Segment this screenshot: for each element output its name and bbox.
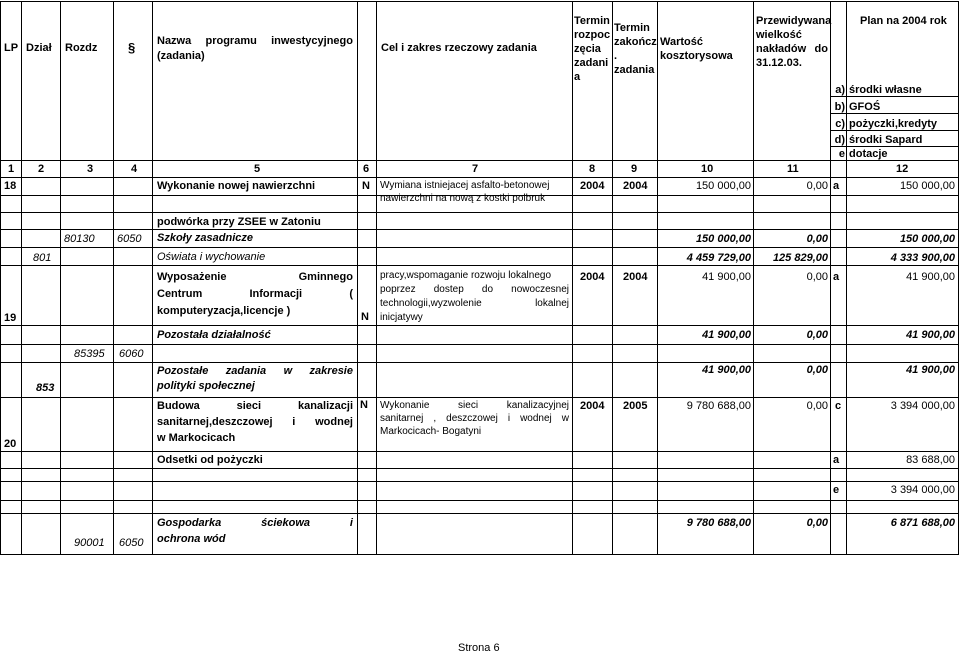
row-value: 9 780 688,00 bbox=[686, 400, 751, 412]
row-dzial: 801 bbox=[33, 252, 52, 264]
legend-key: d) bbox=[834, 134, 845, 146]
row-name: komputeryzacja,licencje ) bbox=[157, 305, 291, 317]
col-number: 12 bbox=[896, 163, 909, 175]
row-name: Pozostała działalność bbox=[157, 329, 271, 341]
row-value: 9 780 688,00 bbox=[686, 517, 751, 529]
grid-line bbox=[572, 1, 573, 554]
row-value: 150 000,00 bbox=[695, 180, 751, 192]
grid-line bbox=[0, 160, 959, 161]
row-lp: 18 bbox=[4, 180, 17, 192]
row-paragraph: 6050 bbox=[117, 233, 142, 245]
row-new-flag: N bbox=[360, 399, 368, 411]
header-przew-1: Przewidywana bbox=[756, 15, 832, 27]
header-termin-zak-3: . bbox=[614, 50, 618, 62]
header-dzial: Dział bbox=[26, 42, 52, 54]
row-name: sanitarnej,deszczowej i wodnej bbox=[157, 416, 353, 428]
grid-line bbox=[0, 1, 1, 554]
row-prior: 125 829,00 bbox=[772, 252, 828, 264]
grid-line bbox=[357, 1, 358, 554]
col-number: 6 bbox=[363, 163, 370, 175]
col-number: 11 bbox=[787, 163, 799, 175]
grid-line bbox=[0, 362, 959, 363]
grid-line bbox=[0, 554, 959, 555]
header-wartosc-1: Wartość bbox=[660, 36, 703, 48]
row-paragraph: 6060 bbox=[119, 348, 144, 360]
header-przew-3: nakładów do bbox=[756, 43, 828, 55]
row-plan: 83 688,00 bbox=[906, 454, 955, 466]
grid-line bbox=[0, 325, 959, 326]
col-number: 5 bbox=[254, 163, 261, 175]
header-termin-zak-2: zakończ bbox=[614, 36, 657, 48]
header-termin-rozp-4: zadani bbox=[574, 57, 609, 69]
row-value: 41 900,00 bbox=[702, 364, 751, 376]
row-start: 2004 bbox=[580, 400, 605, 412]
legend-label: środki Sapard bbox=[849, 134, 923, 146]
row-end: 2005 bbox=[623, 400, 648, 412]
row-prior: 0,00 bbox=[806, 233, 828, 245]
row-cel: nawierzchni na nową z kostki polbruk bbox=[380, 193, 546, 204]
row-name: w Markocicach bbox=[157, 432, 236, 444]
row-name: Wykonanie nowej nawierzchni bbox=[157, 180, 316, 192]
col-number: 10 bbox=[701, 163, 714, 175]
row-prior: 0,00 bbox=[806, 517, 828, 529]
page-number: Strona 6 bbox=[458, 642, 500, 654]
row-new-flag: N bbox=[361, 311, 369, 323]
row-plan: 41 900,00 bbox=[906, 271, 955, 283]
grid-line bbox=[0, 212, 959, 213]
row-source: a bbox=[833, 271, 840, 283]
row-prior: 0,00 bbox=[806, 400, 828, 412]
row-rozdz: 80130 bbox=[64, 233, 95, 245]
header-termin-rozp-1: Termin bbox=[574, 15, 610, 27]
row-paragraph: 6050 bbox=[119, 537, 144, 549]
row-end: 2004 bbox=[623, 271, 648, 283]
row-name: Szkoły zasadnicze bbox=[157, 232, 253, 244]
row-dzial: 853 bbox=[36, 382, 55, 394]
row-cel: poprzez dostep do nowoczesnej bbox=[380, 284, 569, 295]
header-wartosc-2: kosztorysowa bbox=[660, 50, 733, 62]
header-termin-zak-1: Termin bbox=[614, 22, 650, 34]
row-source: a bbox=[833, 454, 840, 466]
row-name: Odsetki od pożyczki bbox=[157, 454, 263, 466]
grid-line bbox=[376, 1, 377, 554]
grid-line bbox=[846, 1, 847, 554]
row-cel: pracy,wspomaganie rozwoju lokalnego bbox=[380, 270, 552, 281]
row-name: ochrona wód bbox=[157, 533, 226, 545]
grid-line bbox=[612, 1, 613, 554]
row-name: Gospodarka ściekowa i bbox=[157, 517, 353, 529]
row-name: Wyposażenie Gminnego bbox=[157, 271, 353, 283]
grid-line bbox=[0, 451, 959, 452]
row-cel: Markocicach- Bogatyni bbox=[380, 426, 482, 437]
row-rozdz: 85395 bbox=[74, 348, 105, 360]
grid-line bbox=[21, 1, 22, 554]
row-cel: Wymiana istniejacej asfalto-betonowej bbox=[380, 180, 550, 191]
col-number: 8 bbox=[589, 163, 596, 175]
grid-line bbox=[0, 1, 959, 2]
legend-key: a) bbox=[835, 84, 845, 96]
col-number: 4 bbox=[131, 163, 138, 175]
legend-label: pożyczki,kredyty bbox=[849, 118, 938, 130]
legend-label: środki własne bbox=[849, 84, 922, 96]
row-name: Oświata i wychowanie bbox=[157, 251, 266, 263]
row-name: Pozostałe zadania w zakresie bbox=[157, 365, 353, 377]
header-termin-rozp-2: rozpoc bbox=[574, 29, 611, 41]
legend-label: dotacje bbox=[849, 148, 888, 160]
row-prior: 0,00 bbox=[806, 271, 828, 283]
grid-line bbox=[753, 1, 754, 554]
row-value: 150 000,00 bbox=[695, 233, 751, 245]
row-cel: inicjatywy bbox=[380, 312, 423, 323]
row-start: 2004 bbox=[580, 271, 605, 283]
grid-line bbox=[0, 481, 959, 482]
row-value: 41 900,00 bbox=[702, 271, 751, 283]
row-source: c bbox=[835, 400, 842, 412]
row-new-flag: N bbox=[362, 180, 370, 192]
header-przew-4: 31.12.03. bbox=[756, 57, 802, 69]
row-plan: 4 333 900,00 bbox=[890, 252, 955, 264]
grid-line bbox=[113, 1, 114, 554]
grid-line bbox=[0, 344, 959, 345]
row-end: 2004 bbox=[623, 180, 648, 192]
row-plan: 150 000,00 bbox=[899, 233, 955, 245]
row-cel: sanitarnej , deszczowej i wodnej w bbox=[380, 413, 569, 424]
header-nazwa-line1: Nazwa programu inwestycyjnego bbox=[157, 35, 353, 47]
grid-line bbox=[152, 1, 153, 554]
row-plan: 3 394 000,00 bbox=[890, 400, 955, 412]
legend-key: b) bbox=[834, 101, 845, 113]
row-start: 2004 bbox=[580, 180, 605, 192]
grid-line bbox=[0, 247, 959, 248]
row-plan: 150 000,00 bbox=[899, 180, 955, 192]
col-number: 7 bbox=[472, 163, 479, 175]
row-prior: 0,00 bbox=[806, 329, 828, 341]
row-name: polityki społecznej bbox=[157, 380, 255, 392]
header-paragraph: § bbox=[128, 40, 136, 55]
grid-line bbox=[0, 468, 959, 469]
col-number: 1 bbox=[8, 163, 15, 175]
row-plan: 3 394 000,00 bbox=[890, 484, 955, 496]
row-prior: 0,00 bbox=[806, 180, 828, 192]
row-rozdz: 90001 bbox=[74, 537, 105, 549]
header-rozdz: Rozdz bbox=[65, 42, 98, 54]
header-termin-rozp-3: zęcia bbox=[574, 43, 601, 55]
grid-line bbox=[0, 229, 959, 230]
grid-line bbox=[657, 1, 658, 554]
row-plan: 6 871 688,00 bbox=[890, 517, 955, 529]
row-name: Budowa sieci kanalizacji bbox=[157, 400, 353, 412]
legend-key: c) bbox=[835, 118, 845, 130]
row-value: 4 459 729,00 bbox=[686, 252, 751, 264]
grid-line bbox=[0, 265, 959, 266]
grid-line bbox=[60, 1, 61, 554]
row-name: Centrum Informacji ( bbox=[157, 288, 353, 300]
header-termin-zak-4: zadania bbox=[614, 64, 655, 76]
col-number: 2 bbox=[38, 163, 45, 175]
legend-key: e bbox=[838, 148, 845, 160]
header-lp: LP bbox=[4, 42, 19, 54]
header-termin-rozp-5: a bbox=[574, 71, 581, 83]
row-prior: 0,00 bbox=[806, 364, 828, 376]
row-lp: 20 bbox=[4, 438, 17, 450]
row-plan: 41 900,00 bbox=[906, 329, 955, 341]
header-przew-2: wielkość bbox=[756, 29, 802, 41]
row-source: a bbox=[833, 180, 840, 192]
legend-label: GFOŚ bbox=[849, 101, 881, 113]
grid-line bbox=[0, 177, 959, 178]
grid-line bbox=[0, 397, 959, 398]
row-value: 41 900,00 bbox=[702, 329, 751, 341]
header-cel: Cel i zakres rzeczowy zadania bbox=[381, 42, 537, 54]
grid-line bbox=[0, 500, 959, 501]
row-cel: Wykonanie sieci kanalizacyjnej bbox=[380, 400, 569, 411]
row-cel: technologii,wyzwolenie lokalnej bbox=[380, 298, 569, 309]
grid-line bbox=[0, 513, 959, 514]
header-nazwa-line2: (zadania) bbox=[157, 50, 205, 62]
row-source: e bbox=[833, 484, 840, 496]
row-plan: 41 900,00 bbox=[906, 364, 955, 376]
col-number: 9 bbox=[631, 163, 638, 175]
header-plan: Plan na 2004 rok bbox=[860, 15, 947, 27]
col-number: 3 bbox=[87, 163, 94, 175]
row-lp: 19 bbox=[4, 312, 17, 324]
row-name-cont: podwórka przy ZSEE w Zatoniu bbox=[157, 216, 321, 228]
